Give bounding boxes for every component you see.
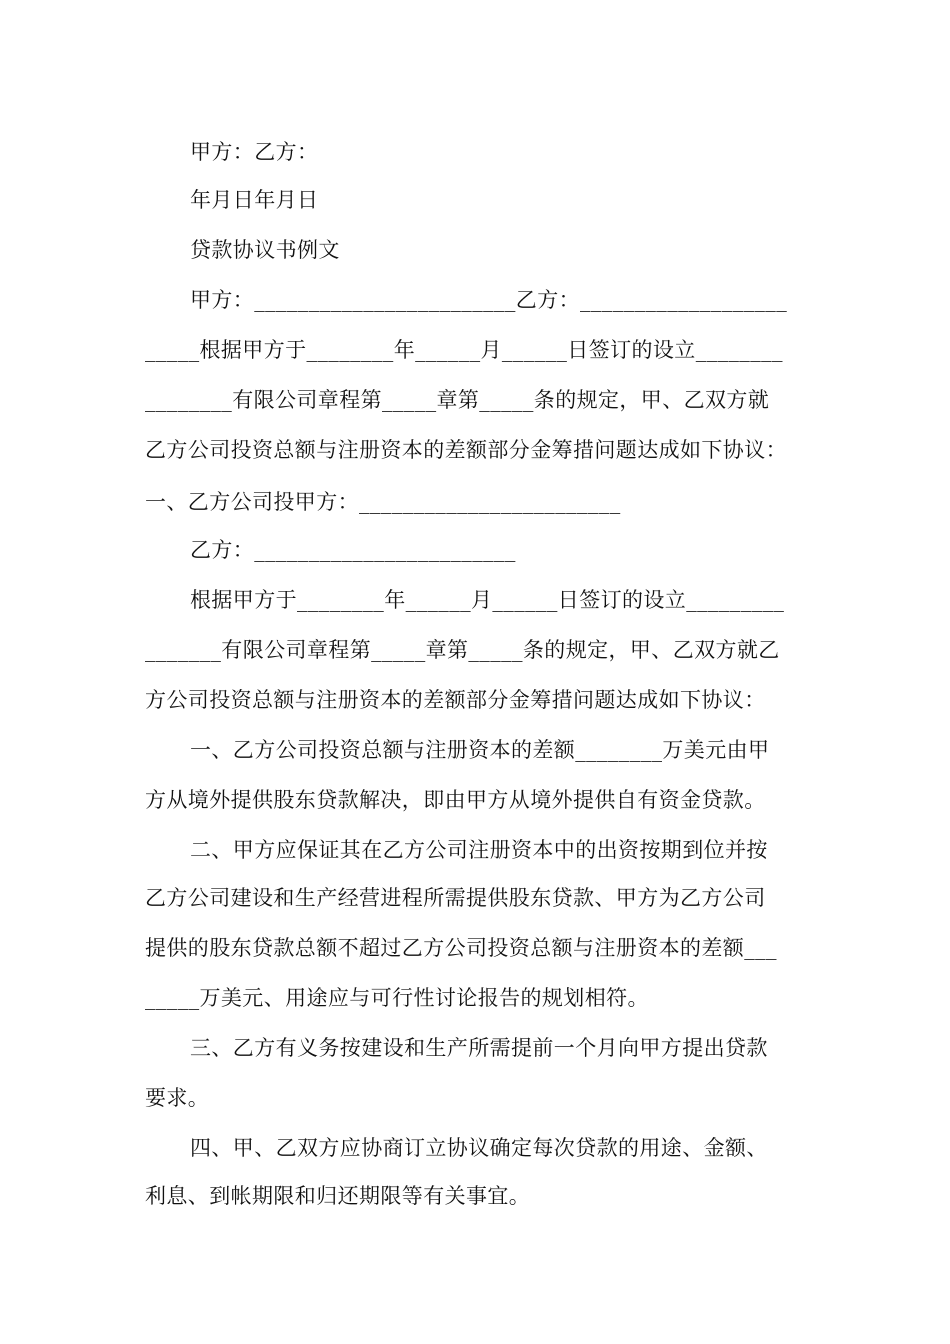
clause-3-line: 三、乙方有义务按建设和生产所需提前一个月向甲方提出贷款 [190, 1036, 768, 1060]
party-blank-line: 甲方：________________________乙方：___________________ [190, 288, 788, 312]
party-header-line: 甲方：乙方： [190, 140, 319, 164]
clause-2-line: 二、甲方应保证其在乙方公司注册资本中的出资按期到位并按 [190, 838, 768, 862]
paragraph-line: 方公司投资总额与注册资本的差额部分金筹措问题达成如下协议： [145, 688, 766, 712]
clause-3-line: 要求。 [145, 1086, 210, 1110]
paragraph-line: 根据甲方于________年______月______日签订的设立_________ [190, 588, 785, 612]
paragraph-line: ________有限公司章程第_____章第_____条的规定，甲、乙双方就 [145, 388, 770, 412]
paragraph-line: 乙方公司投资总额与注册资本的差额部分金筹措问题达成如下协议： [145, 438, 787, 462]
clause-4-line: 四、甲、乙双方应协商订立协议确定每次贷款的用途、金额、 [190, 1136, 768, 1160]
document-title: 贷款协议书例文 [190, 238, 340, 262]
clause-2-line: _____万美元、用途应与可行性讨论报告的规划相符。 [145, 986, 649, 1010]
paragraph-line: _______有限公司章程第_____章第_____条的规定，甲、乙双方就乙 [145, 638, 780, 662]
paragraph-line: 一、乙方公司投甲方：________________________ [145, 490, 621, 514]
paragraph-line: _____根据甲方于________年______月______日签订的设立________ [145, 338, 783, 362]
clause-2-line: 提供的股东贷款总额不超过乙方公司投资总额与注册资本的差额___ [145, 936, 777, 960]
clause-1-line: 方从境外提供股东贷款解决，即由甲方从境外提供自有资金贷款。 [145, 788, 766, 812]
party-blank-line: 乙方：________________________ [190, 538, 516, 562]
clause-1-line: 一、乙方公司投资总额与注册资本的差额________万美元由甲 [190, 738, 770, 762]
clause-2-line: 乙方公司建设和生产经营进程所需提供股东贷款、甲方为乙方公司 [145, 886, 766, 910]
date-line: 年月日年月日 [190, 188, 319, 212]
clause-4-line: 利息、到帐期限和归还期限等有关事宜。 [145, 1184, 531, 1208]
